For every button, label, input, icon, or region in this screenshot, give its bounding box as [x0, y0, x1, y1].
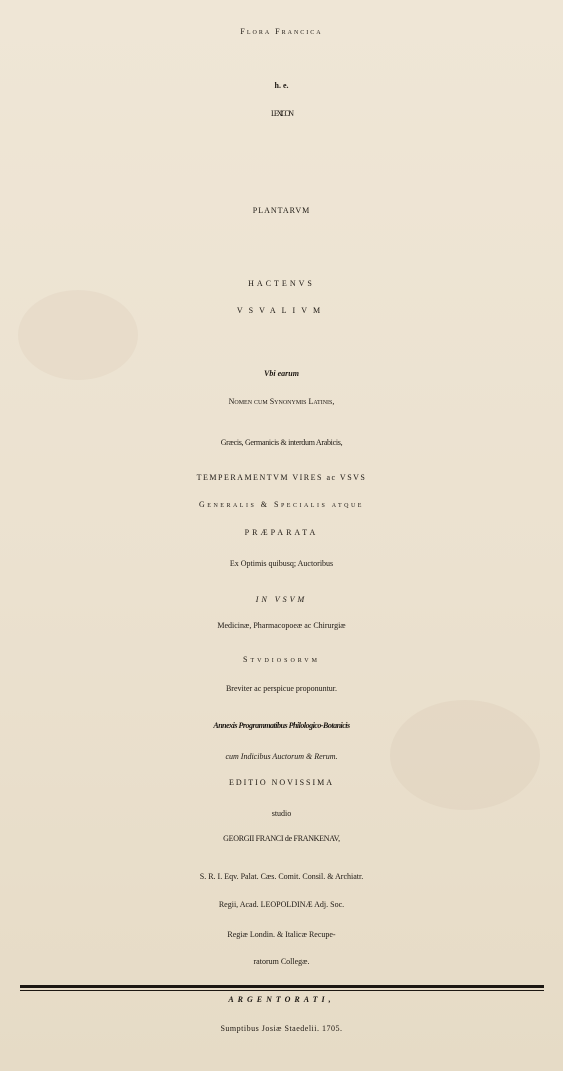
text-praeparata: PRÆPARATA	[244, 528, 319, 537]
imprint-publisher-year: Sumptibus Josiæ Staedelii. 1705.	[220, 1024, 343, 1033]
text-studiosorum: Stvdiosorvm	[243, 655, 320, 664]
text-author-titles: S. R. I. Eqv. Palat. Cæs. Comit. Consil. & Archiatr.	[199, 872, 364, 881]
title-he: h. e.	[274, 81, 289, 90]
imprint-place: ARGENTORATI,	[228, 995, 335, 1004]
title-flora-francica: Flora Francica	[240, 27, 323, 36]
text-author-name: GEORGII FRANCI de FRANKENAV,	[223, 834, 340, 843]
text-graecis: Græcis, Germanicis & interdum Arabicis,	[220, 438, 343, 447]
paper-stain	[18, 290, 138, 380]
text-annexis: Annexis Programmatibus Philologico-Botanicis	[213, 721, 350, 730]
text-studio: studio	[271, 809, 292, 818]
text-breviter: Breviter ac perspicue proponuntur.	[225, 684, 338, 693]
text-ratorum: ratorum Collegæ.	[253, 957, 310, 966]
divider-rule	[20, 985, 544, 988]
text-ubi-earum: Vbi earum	[264, 369, 299, 378]
text-temperamentum: TEMPERAMENTVM VIRES ac VSVS	[196, 473, 367, 482]
text-ex-optimis: Ex Optimis quibusq; Auctoribus	[229, 559, 334, 568]
text-nomen: Nomen cum Synonymis Latinis,	[228, 397, 335, 406]
text-editio-novissima: EDITIO NOVISSIMA	[228, 778, 335, 787]
title-usualium: VSVALIVM	[236, 306, 327, 315]
text-medicinae: Medicinæ, Pharmacopoeæ ac Chirurgiæ	[217, 621, 346, 630]
title-lexicon: LEXICON	[270, 109, 293, 118]
text-in-usum: IN VSVM	[255, 595, 308, 604]
divider-rule-thin	[20, 990, 544, 991]
title-hactenus: HACTENVS	[248, 279, 315, 288]
text-cum-indicibus: cum Indicibus Auctorum & Rerum.	[225, 752, 338, 761]
text-regiae-londin: Regiæ Londin. & Italicæ Recupe-	[227, 930, 336, 939]
title-plantarum: PLANTARVM	[252, 206, 311, 215]
text-regii-acad: Regii, Acad. LEOPOLDINÆ Adj. Soc.	[218, 900, 345, 909]
text-generalis: Generalis & Specialis atque	[199, 500, 364, 509]
